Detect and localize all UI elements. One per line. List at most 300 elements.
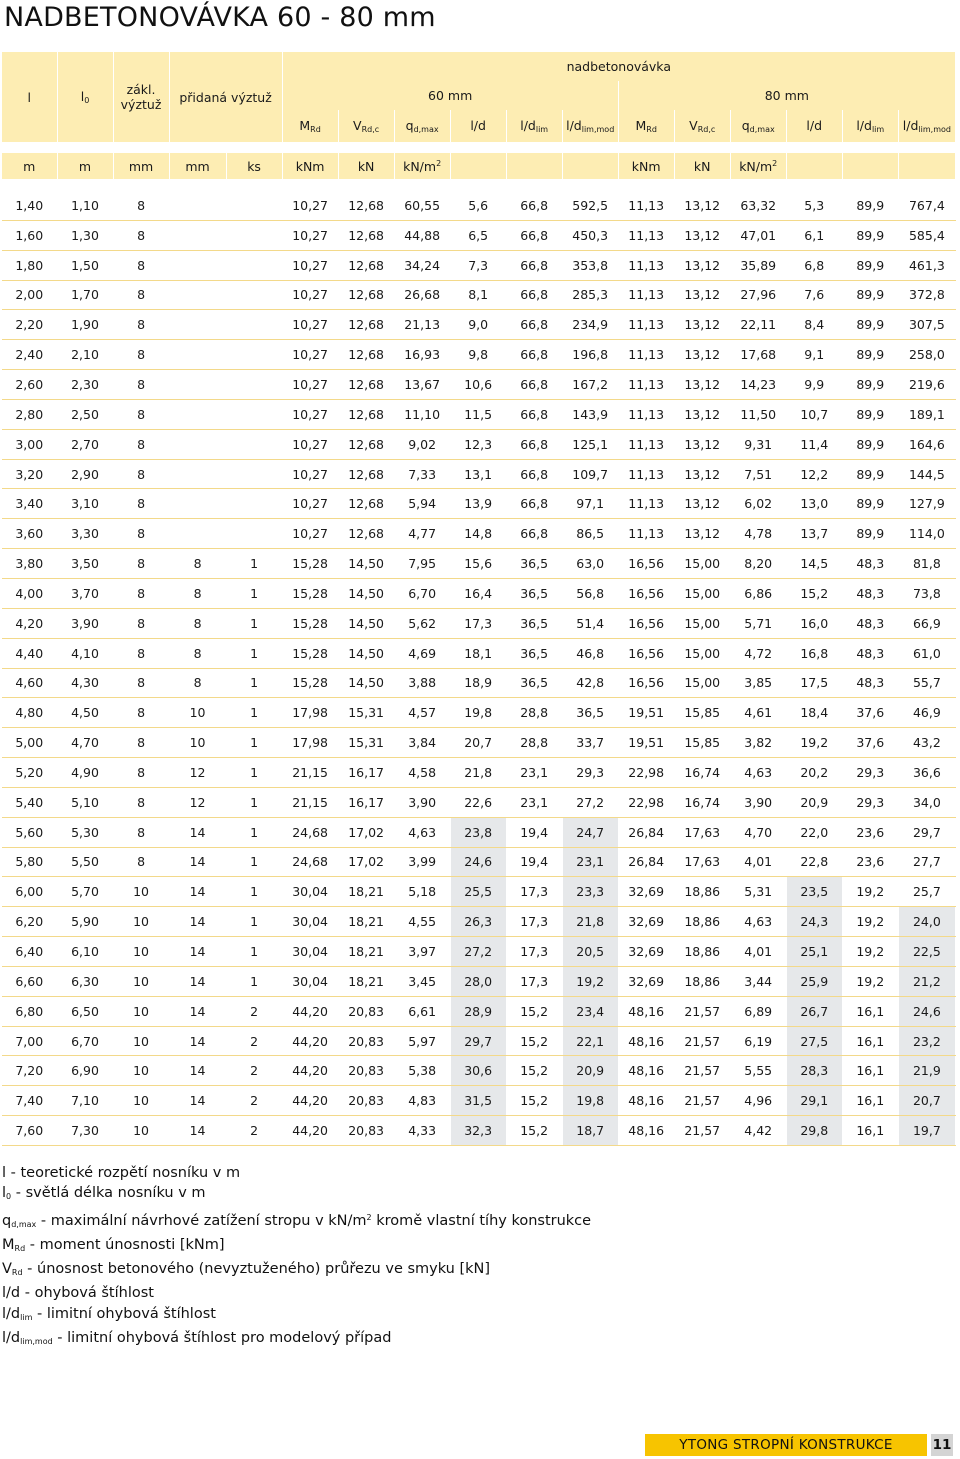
- table-cell: 5,30: [57, 817, 113, 847]
- table-row: [2, 877, 956, 907]
- table-cell: 14,50: [338, 608, 394, 638]
- table-cell: 6,50: [57, 996, 113, 1026]
- table-cell: 19,51: [618, 698, 674, 728]
- table-cell: 24,3: [786, 907, 842, 937]
- table-cell: 1: [226, 668, 282, 698]
- table-cell: 24,6: [450, 847, 506, 877]
- table-cell: 14,8: [450, 519, 506, 549]
- table-cell: 7,30: [57, 1116, 113, 1146]
- table-cell: 10,27: [282, 489, 338, 519]
- table-cell: 44,20: [282, 1026, 338, 1056]
- table-cell: 11,13: [618, 220, 674, 250]
- table-cell: 285,3: [562, 280, 618, 310]
- table-cell: 5,00: [2, 728, 57, 758]
- unit-cell: kN: [674, 153, 730, 179]
- table-cell: 7,3: [450, 250, 506, 280]
- table-cell: 7,51: [730, 459, 786, 489]
- table-cell: 6,19: [730, 1026, 786, 1056]
- table-row: [2, 340, 956, 370]
- table-cell: 16,56: [618, 668, 674, 698]
- table-cell: 14,5: [786, 549, 842, 579]
- table-cell: 10,7: [786, 399, 842, 429]
- table-cell: 19,2: [842, 937, 898, 967]
- table-cell: 16,56: [618, 608, 674, 638]
- unit-cell: [562, 153, 618, 179]
- table-cell: 16,56: [618, 638, 674, 668]
- table-cell: 13,9: [450, 489, 506, 519]
- table-cell: 5,20: [2, 758, 57, 788]
- table-cell: 10,27: [282, 310, 338, 340]
- table-cell: 1,40: [2, 191, 57, 220]
- table-cell: 22,11: [730, 310, 786, 340]
- table-cell: [169, 250, 226, 280]
- table-cell: 15,00: [674, 638, 730, 668]
- table-cell: 13,0: [786, 489, 842, 519]
- table-cell: 3,90: [394, 787, 450, 817]
- legend-item: $M_{Rd}$ - moment únosnosti [kNm]: [2, 1236, 225, 1253]
- table-cell: 3,85: [730, 668, 786, 698]
- table-cell: 17,3: [506, 877, 562, 907]
- table-cell: 89,9: [842, 399, 898, 429]
- table-cell: 12,3: [450, 429, 506, 459]
- legend-item: $V_{Rd}$ - únosnost betonového (nevyztuženého) průřezu ve smyku [kN]: [2, 1261, 491, 1278]
- table-cell: 18,4: [786, 698, 842, 728]
- table-cell: 9,02: [394, 429, 450, 459]
- table-cell: 15,28: [282, 668, 338, 698]
- table-cell: 19,7: [898, 1116, 955, 1146]
- table-cell: 48,16: [618, 1086, 674, 1116]
- table-cell: 18,21: [338, 907, 394, 937]
- table-cell: 13,12: [674, 519, 730, 549]
- table-cell: 3,82: [730, 728, 786, 758]
- table-cell: 8: [113, 250, 169, 280]
- table-cell: 28,0: [450, 966, 506, 996]
- table-cell: 23,6: [842, 847, 898, 877]
- table-cell: 17,98: [282, 728, 338, 758]
- table-cell: 6,86: [730, 578, 786, 608]
- table-cell: 2: [226, 1116, 282, 1146]
- table-cell: 8: [113, 280, 169, 310]
- table-cell: 12,68: [338, 459, 394, 489]
- table-cell: 36,5: [506, 638, 562, 668]
- table-cell: 73,8: [898, 578, 955, 608]
- table-cell: 12,68: [338, 519, 394, 549]
- table-cell: 11,13: [618, 340, 674, 370]
- table-cell: 89,9: [842, 280, 898, 310]
- table-cell: 30,04: [282, 966, 338, 996]
- table-cell: 15,28: [282, 638, 338, 668]
- table-cell: 5,10: [57, 787, 113, 817]
- unit-cell: m: [57, 153, 113, 179]
- table-cell: 8: [113, 370, 169, 400]
- table-cell: 48,16: [618, 1026, 674, 1056]
- table-cell: 11,10: [394, 399, 450, 429]
- table-cell: 1: [226, 966, 282, 996]
- table-cell: 3,10: [57, 489, 113, 519]
- table-cell: 22,5: [898, 937, 955, 967]
- table-cell: [226, 310, 282, 340]
- unit-cell: [786, 153, 842, 179]
- table-row: [2, 1116, 956, 1146]
- table-cell: 15,28: [282, 549, 338, 579]
- table-cell: 10: [169, 728, 226, 758]
- table-cell: 19,2: [562, 966, 618, 996]
- table-cell: 66,8: [506, 429, 562, 459]
- table-cell: 372,8: [898, 280, 955, 310]
- table-cell: 19,2: [842, 907, 898, 937]
- table-cell: 66,8: [506, 191, 562, 220]
- table-cell: 10: [113, 937, 169, 967]
- table-cell: 16,8: [786, 638, 842, 668]
- table-cell: 26,3: [450, 907, 506, 937]
- table-cell: 29,3: [842, 758, 898, 788]
- table-cell: 8: [113, 549, 169, 579]
- table-cell: 63,32: [730, 191, 786, 220]
- table-cell: [226, 489, 282, 519]
- table-cell: [169, 459, 226, 489]
- header-l: l: [2, 52, 57, 142]
- column-header: $l/d_{lim}$: [506, 110, 562, 142]
- table-cell: 48,3: [842, 549, 898, 579]
- table-cell: 8: [113, 429, 169, 459]
- table-cell: 17,63: [674, 847, 730, 877]
- table-cell: 8: [113, 340, 169, 370]
- table-cell: 1: [226, 578, 282, 608]
- table-cell: 14: [169, 996, 226, 1026]
- table-cell: 8: [113, 519, 169, 549]
- table-cell: 86,5: [562, 519, 618, 549]
- table-cell: 16,17: [338, 787, 394, 817]
- table-cell: 10,6: [450, 370, 506, 400]
- table-cell: 5,55: [730, 1056, 786, 1086]
- table-cell: 13,12: [674, 399, 730, 429]
- table-cell: 13,12: [674, 459, 730, 489]
- table-cell: 5,71: [730, 608, 786, 638]
- table-cell: 29,3: [562, 758, 618, 788]
- table-cell: 10,27: [282, 399, 338, 429]
- table-cell: 36,5: [562, 698, 618, 728]
- table-cell: 2,80: [2, 399, 57, 429]
- table-cell: 14: [169, 1116, 226, 1146]
- table-cell: 61,0: [898, 638, 955, 668]
- table-cell: 18,86: [674, 966, 730, 996]
- table-cell: 35,89: [730, 250, 786, 280]
- footer-brand: YTONG STROPNÍ KONSTRUKCE: [645, 1434, 927, 1456]
- table-cell: 28,9: [450, 996, 506, 1026]
- table-cell: [226, 280, 282, 310]
- table-cell: 14,50: [338, 549, 394, 579]
- table-cell: 4,40: [2, 638, 57, 668]
- table-cell: [226, 519, 282, 549]
- legend-item: $l_0$ - světlá délka nosníku v m: [2, 1185, 206, 1202]
- table-row: [2, 817, 956, 847]
- table-cell: 4,70: [730, 817, 786, 847]
- table-cell: [169, 310, 226, 340]
- table-cell: 34,24: [394, 250, 450, 280]
- table-cell: 12: [169, 758, 226, 788]
- table-cell: 7,33: [394, 459, 450, 489]
- table-cell: 13,12: [674, 280, 730, 310]
- page-title: NADBETONOVÁVKA 60 - 80 mm: [4, 2, 436, 33]
- table-cell: 14: [169, 907, 226, 937]
- table-cell: 167,2: [562, 370, 618, 400]
- table-cell: 4,20: [2, 608, 57, 638]
- table-cell: 5,18: [394, 877, 450, 907]
- table-cell: 43,2: [898, 728, 955, 758]
- table-cell: 48,3: [842, 668, 898, 698]
- table-cell: 23,5: [786, 877, 842, 907]
- table-cell: 17,02: [338, 817, 394, 847]
- table-cell: [226, 429, 282, 459]
- table-cell: 14,50: [338, 668, 394, 698]
- table-cell: 8: [113, 578, 169, 608]
- table-cell: 6,1: [786, 220, 842, 250]
- table-cell: 6,10: [57, 937, 113, 967]
- table-cell: 12,68: [338, 220, 394, 250]
- table-cell: 24,0: [898, 907, 955, 937]
- table-cell: [169, 399, 226, 429]
- unit-cell: $kN/m^2$: [394, 153, 450, 179]
- table-cell: 63,0: [562, 549, 618, 579]
- table-cell: 29,3: [842, 787, 898, 817]
- table-cell: 15,2: [786, 578, 842, 608]
- table-cell: 66,8: [506, 340, 562, 370]
- table-row: [2, 191, 956, 220]
- table-cell: 21,57: [674, 1056, 730, 1086]
- table-cell: 1: [226, 758, 282, 788]
- table-cell: 11,13: [618, 191, 674, 220]
- table-cell: 10: [113, 877, 169, 907]
- table-cell: 2,40: [2, 340, 57, 370]
- footer: [645, 1434, 953, 1456]
- table-cell: 4,58: [394, 758, 450, 788]
- column-header: $l/d_{lim,mod}$: [898, 110, 955, 142]
- table-cell: 16,56: [618, 549, 674, 579]
- table-cell: 8: [113, 728, 169, 758]
- table-cell: 21,2: [898, 966, 955, 996]
- table-cell: 1: [226, 817, 282, 847]
- table-cell: 19,4: [506, 847, 562, 877]
- table-cell: 8: [113, 817, 169, 847]
- table-cell: 5,60: [2, 817, 57, 847]
- table-cell: [169, 429, 226, 459]
- unit-cell: mm: [169, 153, 226, 179]
- table-cell: 10,27: [282, 220, 338, 250]
- table-cell: 7,10: [57, 1086, 113, 1116]
- table-cell: 2: [226, 1086, 282, 1116]
- table-cell: 17,3: [506, 907, 562, 937]
- table-cell: 13,12: [674, 489, 730, 519]
- table-cell: 4,30: [57, 668, 113, 698]
- table-cell: 1: [226, 728, 282, 758]
- table-row: [2, 489, 956, 519]
- table-cell: 6,80: [2, 996, 57, 1026]
- table-cell: 3,70: [57, 578, 113, 608]
- table-cell: 17,68: [730, 340, 786, 370]
- table-cell: 18,21: [338, 937, 394, 967]
- table-row: [2, 459, 956, 489]
- table-cell: 11,50: [730, 399, 786, 429]
- table-row: [2, 399, 956, 429]
- table-cell: 66,8: [506, 370, 562, 400]
- table-cell: 4,83: [394, 1086, 450, 1116]
- table-cell: 14: [169, 847, 226, 877]
- table-cell: 13,1: [450, 459, 506, 489]
- table-cell: 6,00: [2, 877, 57, 907]
- table-cell: 234,9: [562, 310, 618, 340]
- table-cell: 2,30: [57, 370, 113, 400]
- table-cell: 89,9: [842, 459, 898, 489]
- table-cell: 13,67: [394, 370, 450, 400]
- table-cell: 4,01: [730, 847, 786, 877]
- table-cell: 16,1: [842, 1026, 898, 1056]
- table-cell: 7,60: [2, 1116, 57, 1146]
- table-cell: 32,3: [450, 1116, 506, 1146]
- legend: [2, 1163, 591, 1352]
- table-cell: 13,12: [674, 340, 730, 370]
- table-cell: 15,31: [338, 728, 394, 758]
- table-cell: 30,04: [282, 937, 338, 967]
- table-row: [2, 937, 956, 967]
- table-cell: [169, 191, 226, 220]
- table-cell: 27,2: [450, 937, 506, 967]
- table-cell: 450,3: [562, 220, 618, 250]
- table-cell: 14: [169, 877, 226, 907]
- table-cell: 7,6: [786, 280, 842, 310]
- table-cell: 16,56: [618, 578, 674, 608]
- table-cell: 89,9: [842, 489, 898, 519]
- table-cell: 4,77: [394, 519, 450, 549]
- table-cell: 21,57: [674, 1086, 730, 1116]
- table-cell: 7,20: [2, 1056, 57, 1086]
- table-cell: 6,70: [394, 578, 450, 608]
- table-cell: 30,04: [282, 877, 338, 907]
- table-cell: 34,0: [898, 787, 955, 817]
- table-cell: 6,40: [2, 937, 57, 967]
- table-cell: 66,8: [506, 399, 562, 429]
- table-cell: 7,40: [2, 1086, 57, 1116]
- table-cell: 5,6: [450, 191, 506, 220]
- table-cell: 1,90: [57, 310, 113, 340]
- table-cell: 15,2: [506, 1056, 562, 1086]
- table-cell: 27,96: [730, 280, 786, 310]
- table-cell: 36,6: [898, 758, 955, 788]
- table-cell: 13,12: [674, 191, 730, 220]
- table-cell: 46,9: [898, 698, 955, 728]
- table-cell: 44,20: [282, 1086, 338, 1116]
- table-cell: 14: [169, 966, 226, 996]
- legend-item: l/d - ohybová štíhlost: [2, 1285, 154, 1302]
- table-cell: 15,2: [506, 1026, 562, 1056]
- column-header: $l/d_{lim}$: [842, 110, 898, 142]
- table-cell: 3,90: [57, 608, 113, 638]
- table-cell: 4,63: [730, 907, 786, 937]
- table-cell: 4,01: [730, 937, 786, 967]
- table-cell: 37,6: [842, 728, 898, 758]
- table-cell: 6,5: [450, 220, 506, 250]
- table-cell: 55,7: [898, 668, 955, 698]
- table-cell: 26,68: [394, 280, 450, 310]
- table-cell: 44,20: [282, 1116, 338, 1146]
- table-cell: 19,4: [506, 817, 562, 847]
- table-cell: 12,68: [338, 310, 394, 340]
- table-cell: 23,8: [450, 817, 506, 847]
- table-cell: 20,83: [338, 1086, 394, 1116]
- table-cell: 12,68: [338, 340, 394, 370]
- table-cell: 1: [226, 877, 282, 907]
- unit-cell: mm: [113, 153, 169, 179]
- table-cell: 3,99: [394, 847, 450, 877]
- table-cell: 20,2: [786, 758, 842, 788]
- table-cell: 10,27: [282, 340, 338, 370]
- table-cell: 15,85: [674, 728, 730, 758]
- table-cell: 8: [113, 608, 169, 638]
- table-cell: 8: [113, 191, 169, 220]
- table-cell: 19,2: [842, 966, 898, 996]
- table-cell: 8: [169, 608, 226, 638]
- table-cell: 196,8: [562, 340, 618, 370]
- table-cell: 19,8: [562, 1086, 618, 1116]
- table-cell: 66,8: [506, 250, 562, 280]
- table-cell: 8: [169, 578, 226, 608]
- table-cell: 22,1: [562, 1026, 618, 1056]
- table-cell: 11,13: [618, 489, 674, 519]
- table-cell: 3,44: [730, 966, 786, 996]
- table-cell: 66,8: [506, 220, 562, 250]
- table-cell: 21,57: [674, 1026, 730, 1056]
- table-cell: 66,8: [506, 310, 562, 340]
- table-cell: 30,04: [282, 907, 338, 937]
- table-cell: 125,1: [562, 429, 618, 459]
- table-cell: 144,5: [898, 459, 955, 489]
- table-cell: 24,68: [282, 817, 338, 847]
- table-cell: 164,6: [898, 429, 955, 459]
- table-cell: 13,12: [674, 250, 730, 280]
- table-cell: 1: [226, 787, 282, 817]
- table-cell: 15,00: [674, 668, 730, 698]
- table-cell: 8: [169, 638, 226, 668]
- table-cell: 143,9: [562, 399, 618, 429]
- table-cell: 89,9: [842, 191, 898, 220]
- column-header: l/d: [786, 110, 842, 142]
- table-cell: 22,6: [450, 787, 506, 817]
- table-cell: 22,8: [786, 847, 842, 877]
- table-cell: 89,9: [842, 370, 898, 400]
- table-row: [2, 250, 956, 280]
- table-cell: 20,83: [338, 1056, 394, 1086]
- table-cell: 2,70: [57, 429, 113, 459]
- table-cell: 6,60: [2, 966, 57, 996]
- table-cell: 11,13: [618, 370, 674, 400]
- table-cell: 10,27: [282, 250, 338, 280]
- table-cell: 10: [113, 1086, 169, 1116]
- table-cell: 25,7: [898, 877, 955, 907]
- table-row: [2, 728, 956, 758]
- table-cell: 219,6: [898, 370, 955, 400]
- table-cell: 28,8: [506, 728, 562, 758]
- table-cell: 16,74: [674, 787, 730, 817]
- table-row: [2, 638, 956, 668]
- table-cell: 15,2: [506, 996, 562, 1026]
- table-cell: 29,8: [786, 1116, 842, 1146]
- table-cell: 66,8: [506, 489, 562, 519]
- table-cell: 4,33: [394, 1116, 450, 1146]
- table-cell: 16,4: [450, 578, 506, 608]
- table-cell: 10: [113, 996, 169, 1026]
- table-row: [2, 996, 956, 1026]
- table-cell: 5,3: [786, 191, 842, 220]
- table-row: [2, 1086, 956, 1116]
